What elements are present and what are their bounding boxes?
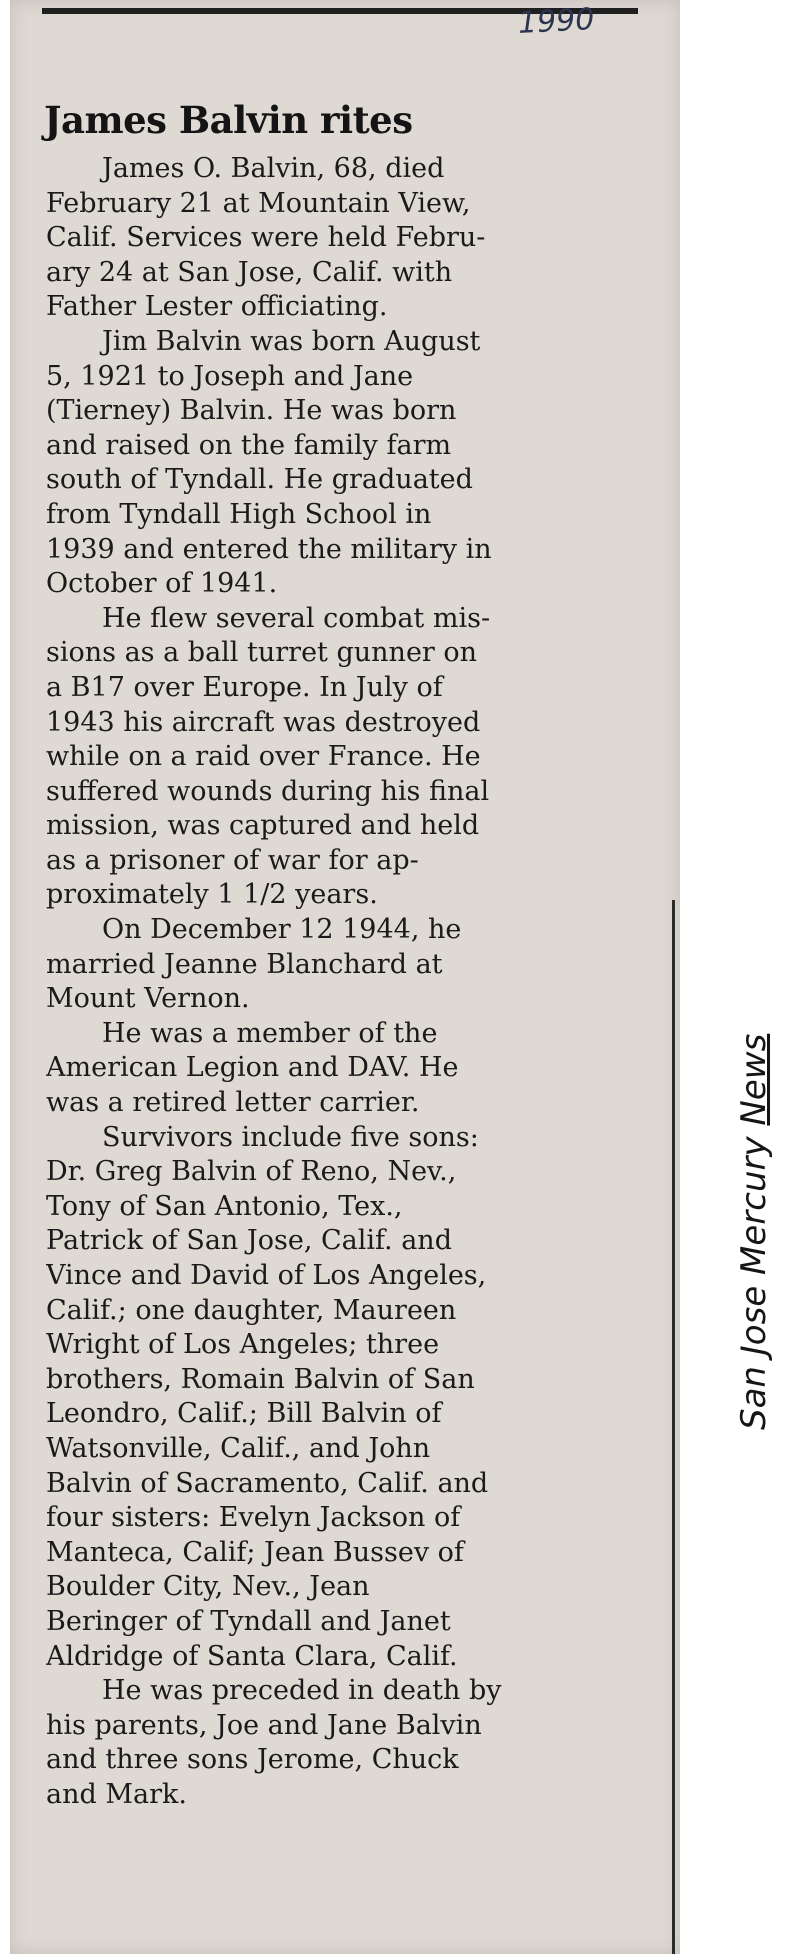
body-line: brothers, Romain Balvin of San [46,1363,475,1395]
body-line: married Jeanne Blanchard at [46,948,443,980]
obituary-body [46,152,618,1813]
body-line: Jim Balvin was born August [102,325,481,357]
body-line: south of Tyndall. He graduated [46,464,473,496]
body-line: Father Lester officiating. [46,291,388,323]
body-line: Wright of Los Angeles; three [46,1329,440,1361]
source-note-part1: San Jose [734,1285,774,1430]
body-line: 5, 1921 to Joseph and Jane [46,360,414,392]
body-line: Beringer of Tyndall and Janet [46,1605,451,1637]
body-line: Watsonville, Calif., and John [46,1432,431,1464]
body-line: four sisters: Evelyn Jackson of [46,1502,461,1534]
body-line: Manteca, Calif; Jean Bussev of [46,1536,464,1568]
body-line: as a prisoner of war for ap- [46,844,419,876]
obituary-headline: James Balvin rites [44,98,413,142]
body-line: while on a raid over France. He [46,741,481,773]
body-line: was a retired letter carrier. [46,1087,420,1119]
body-line: (Tierney) Balvin. He was born [46,395,457,427]
source-note-part3: News [734,1033,774,1126]
body-line: On December 12 1944, he [102,914,462,946]
body-line: Boulder City, Nev., Jean [46,1571,370,1603]
body-line: from Tyndall High School in [46,498,432,530]
body-line: Dr. Greg Balvin of Reno, Nev., [46,1156,457,1188]
body-line: and raised on the family farm [46,429,452,461]
body-line: and three sons Jerome, Chuck [46,1744,459,1776]
body-line: Balvin of Sacramento, Calif. and [46,1467,489,1499]
source-note-part2: Mercury [734,1136,774,1275]
body-line: and Mark. [46,1778,187,1810]
body-line: Tony of San Antonio, Tex., [46,1190,403,1222]
body-line: Aldridge of Santa Clara, Calif. [46,1640,458,1672]
body-line: Survivors include five sons: [102,1121,479,1153]
body-line: Calif. Services were held Febru- [46,222,486,254]
body-line: 1943 his aircraft was destroyed [46,706,481,738]
body-line: a B17 over Europe. In July of [46,671,443,703]
column-right-rule [672,900,675,1954]
body-line: February 21 at Mountain View, [46,187,471,219]
body-line: He flew several combat mis- [102,602,491,634]
body-line: Leondro, Calif.; Bill Balvin of [46,1398,442,1430]
body-line: sions as a ball turret gunner on [46,637,478,669]
body-line: James O. Balvin, 68, died [102,153,445,184]
body-line: He was a member of the [102,1017,438,1049]
body-line: October of 1941. [46,568,278,600]
body-line: Calif.; one daughter, Maureen [46,1294,457,1326]
body-line: ary 24 at San Jose, Calif. with [46,256,453,288]
handwritten-year-note: 1990 [517,2,596,41]
body-line: Vince and David of Los Angeles, [46,1260,487,1291]
body-line: suffered wounds during his final [46,775,490,807]
body-line: 1939 and entered the military in [46,533,492,565]
body-line: Patrick of San Jose, Calif. and [46,1225,452,1257]
handwritten-source-note [734,1034,774,1430]
body-line: proximately 1 1/2 years. [46,879,378,911]
body-line: Mount Vernon. [46,983,250,1015]
body-line: American Legion and DAV. He [46,1052,459,1084]
body-line: mission, was captured and held [46,810,480,842]
body-line: He was preceded in death by [102,1675,502,1707]
body-line: his parents, Joe and Jane Balvin [46,1709,482,1741]
